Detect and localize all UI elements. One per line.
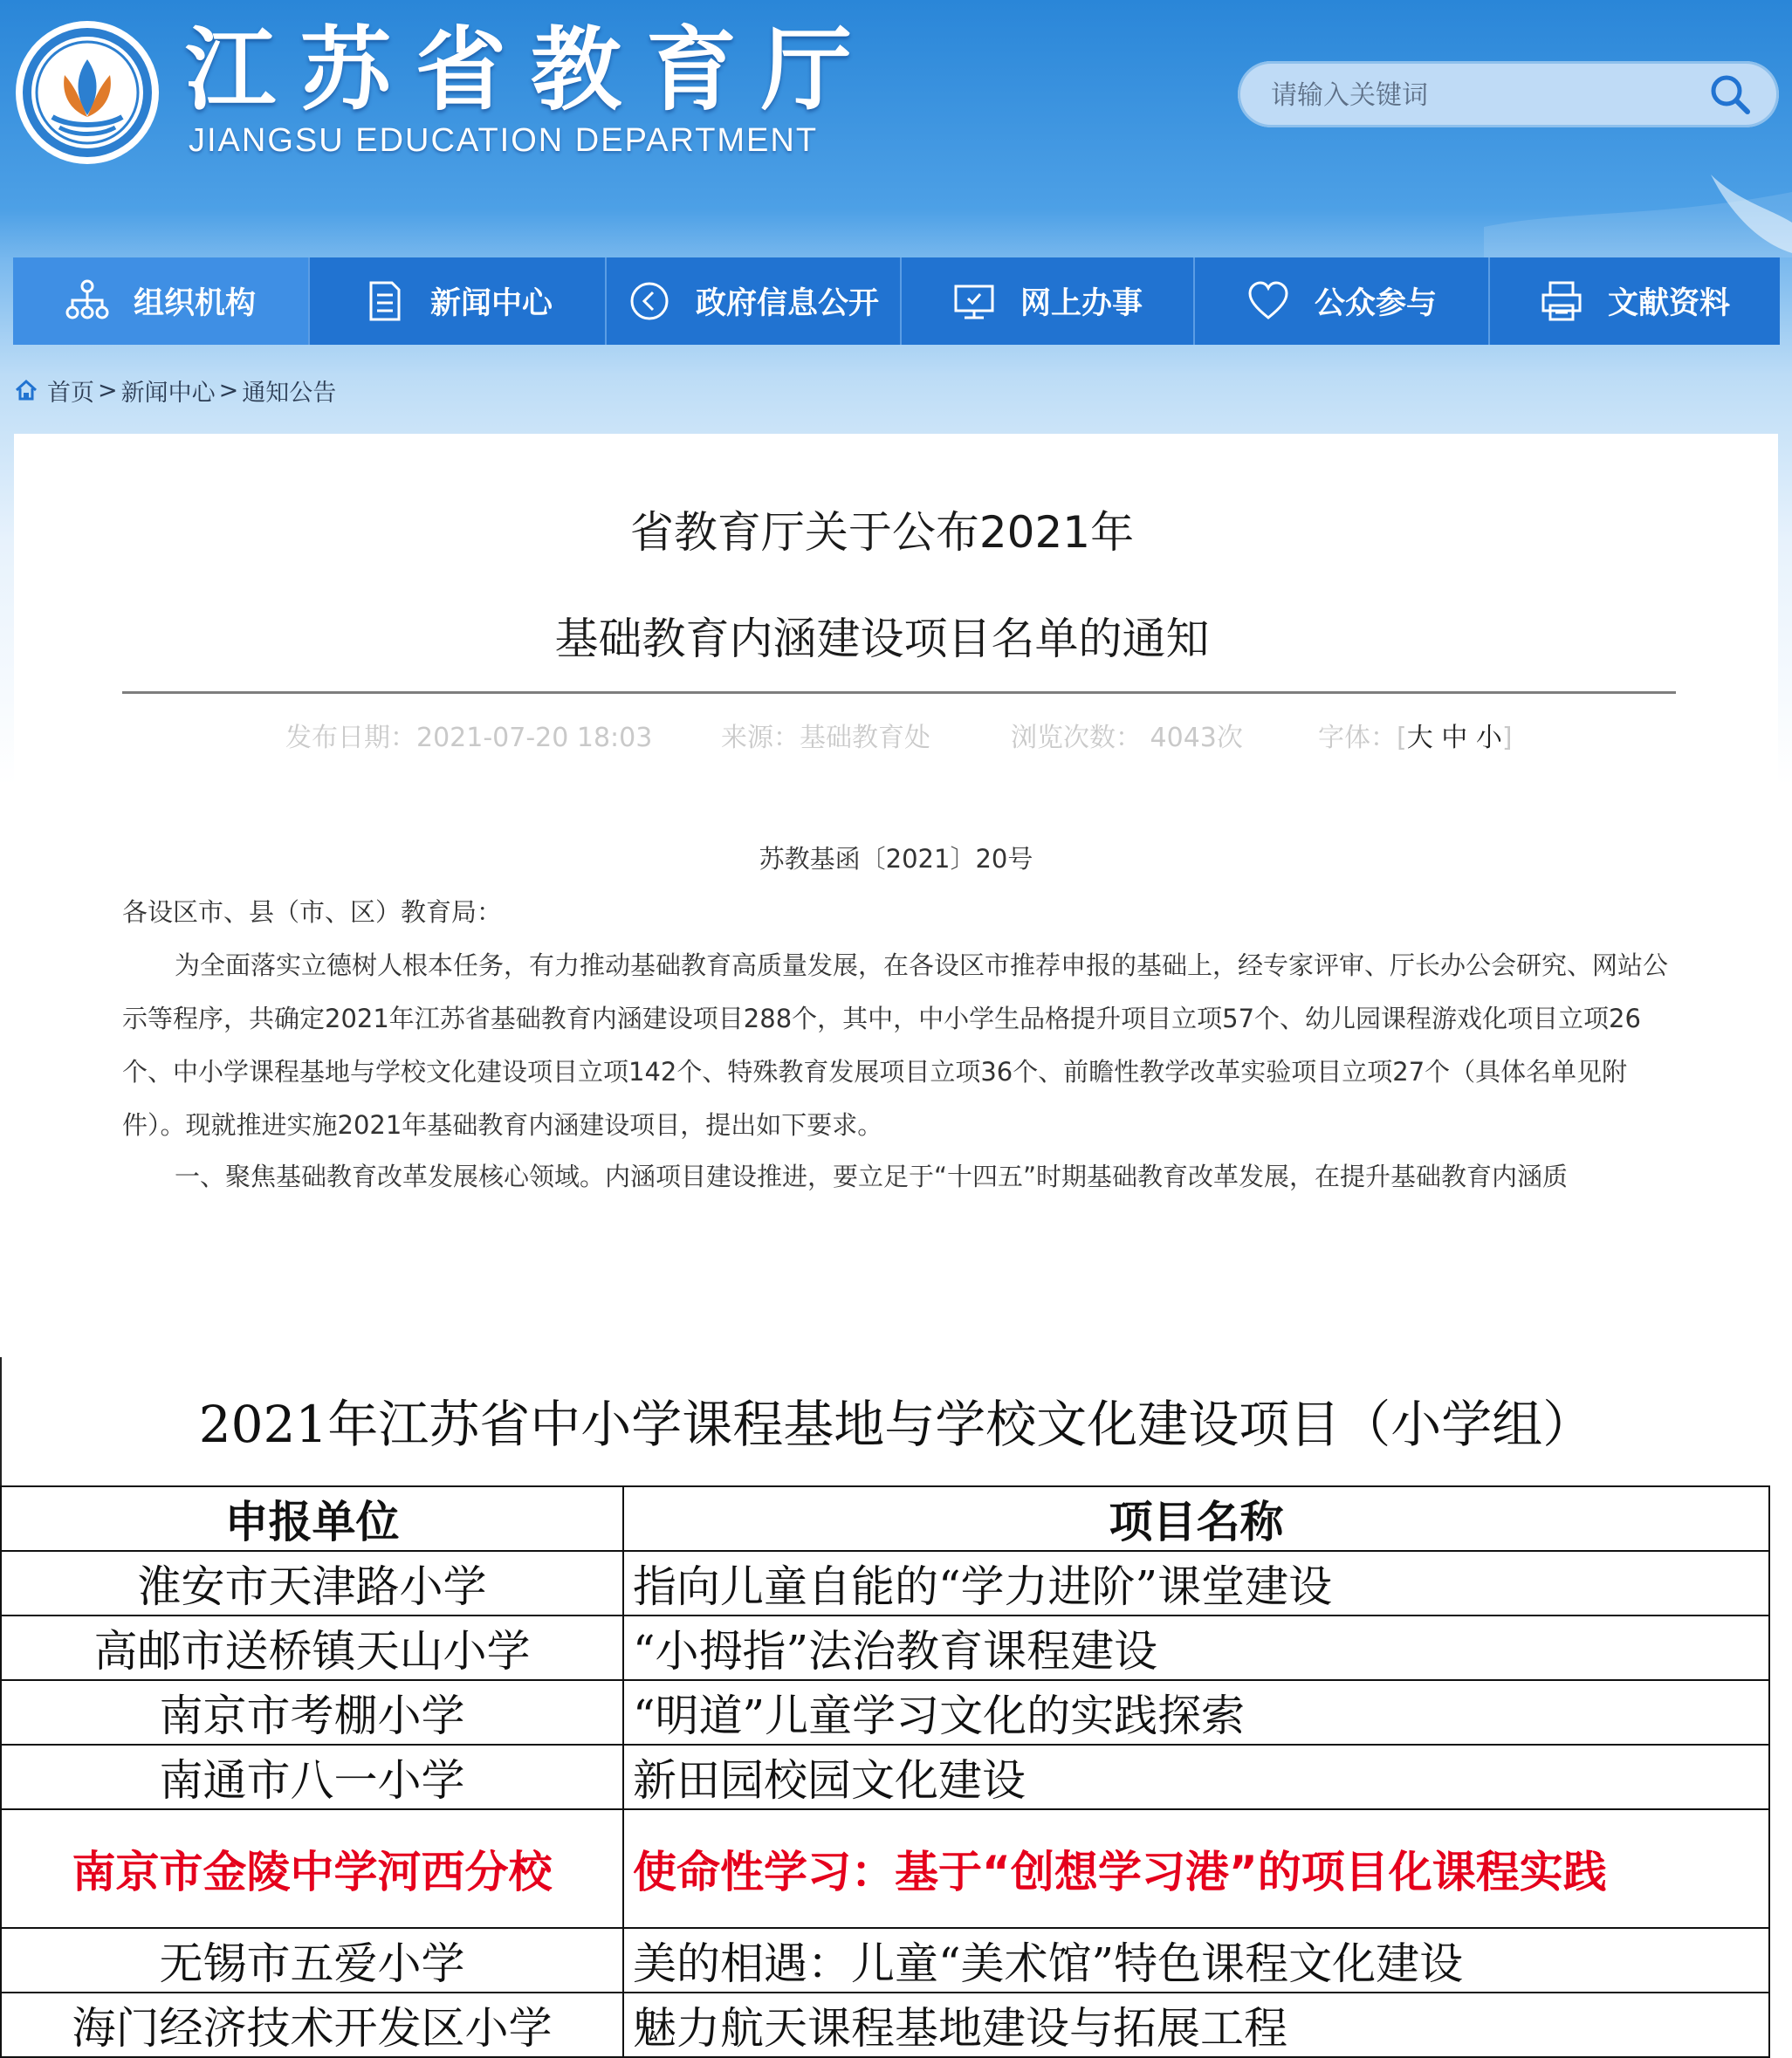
article-source: 来源：基础教育处 <box>721 723 930 753</box>
table-row <box>1 1745 1769 1809</box>
nav-item-organization[interactable] <box>13 257 310 345</box>
attachment-document <box>0 1357 1792 2054</box>
cell-unit: 高邮市送桥镇天山小学 <box>1 1616 623 1680</box>
font-bracket-open: [ <box>1397 723 1407 753</box>
cell-unit: 南通市八一小学 <box>1 1745 623 1809</box>
search-box <box>1238 61 1779 127</box>
paragraph-2: 一、聚焦基础教育改革发展核心领域。内涵项目建设推进，要立足于“十四五”时期基础教育改革发展，在提升基础教育内涵质 <box>175 1162 1569 1191</box>
nav-label: 文献资料 <box>1607 286 1730 321</box>
printer-icon <box>1540 279 1583 323</box>
paragraph-1: 为全面落实立德树人根本任务，有力推动基础教育高质量发展，在各设区市推荐申报的基础上，经专家评审、厅长办公会研究、网站公示等程序，共确定2021年江苏省基础教育内涵建设项目288个，其中，中小学生品格提升项目立项57个、幼儿园课程游戏化项目立项26个、中小学课程基地与学校文化建设项目立项142个、特殊教育发展项目立项36个、前瞻性教学改革实验项目立项27个（具体名单见附件）。现就推进实施2021年基础教育内涵建设项目，提出如下要求。 <box>122 950 1669 1140</box>
cell-project: 指向儿童自能的“学力进阶”课堂建设 <box>623 1551 1769 1616</box>
title-divider <box>122 691 1676 694</box>
font-size-small[interactable]: 小 <box>1475 723 1502 753</box>
cell-project: “明道”儿童学习文化的实践探索 <box>623 1680 1769 1745</box>
font-size-label: 字体： <box>1318 723 1397 753</box>
table-row <box>1 1680 1769 1745</box>
view-count: 浏览次数： 4043次 <box>1011 723 1243 753</box>
article-title-line2: 基础教育内涵建设项目名单的通知 <box>554 614 1210 664</box>
circle-arrow-icon <box>628 279 671 323</box>
nav-label: 政府信息公开 <box>695 286 879 321</box>
nav-item-literature[interactable] <box>1490 257 1780 345</box>
salutation: 各设区市、县（市、区）教育局： <box>122 897 503 927</box>
nav-item-gov-info[interactable] <box>607 257 902 345</box>
home-icon[interactable] <box>14 378 38 402</box>
cell-unit: 南京市金陵中学河西分校 <box>1 1809 623 1928</box>
breadcrumb-separator: > <box>218 376 239 404</box>
font-bracket-close: ] <box>1501 723 1513 753</box>
font-size-switcher <box>1318 721 1513 756</box>
table-row <box>1 1928 1769 1993</box>
project-table <box>0 1485 1770 2058</box>
font-size-large[interactable]: 大 <box>1406 723 1433 753</box>
org-chart-icon <box>65 279 109 323</box>
table-row <box>1 1551 1769 1616</box>
nav-label: 新闻中心 <box>429 286 553 321</box>
nav-label: 组织机构 <box>133 286 256 321</box>
document-icon <box>362 279 406 323</box>
cell-project: “小拇指”法治教育课程建设 <box>623 1616 1769 1680</box>
breadcrumb-news-center[interactable]: 新闻中心 <box>120 379 216 407</box>
cell-project: 使命性学习：基于“创想学习港”的项目化课程实践 <box>623 1809 1769 1928</box>
nav-item-online-service[interactable] <box>902 257 1195 345</box>
nav-item-public-participation[interactable] <box>1195 257 1490 345</box>
breadcrumb-separator: > <box>98 376 118 404</box>
cell-unit: 海门经济技术开发区小学 <box>1 1993 623 2057</box>
header-banner <box>0 0 1792 257</box>
cell-project: 新田园校园文化建设 <box>623 1745 1769 1809</box>
article-title-line1: 省教育厅关于公布2021年 <box>629 507 1135 558</box>
heart-icon <box>1246 279 1290 323</box>
breadcrumb-home[interactable]: 首页 <box>47 379 94 407</box>
cell-unit: 南京市考棚小学 <box>1 1680 623 1745</box>
monitor-icon <box>952 279 996 323</box>
nav-label: 网上办事 <box>1020 286 1143 321</box>
document-title: 2021年江苏省中小学课程基地与学校文化建设项目（小学组） <box>198 1395 1594 1454</box>
table-row-highlighted <box>1 1809 1769 1928</box>
breadcrumb-notices[interactable]: 通知公告 <box>242 379 337 407</box>
document-number: 苏教基函〔2021〕20号 <box>759 844 1033 874</box>
site-name-english: JIANGSU EDUCATION DEPARTMENT <box>189 122 819 159</box>
search-icon[interactable] <box>1706 70 1754 119</box>
table-row <box>1 1993 1769 2057</box>
breadcrumb <box>14 370 336 410</box>
department-logo-icon[interactable] <box>14 19 161 166</box>
font-size-medium[interactable]: 中 <box>1441 723 1468 753</box>
table-row <box>1 1616 1769 1680</box>
column-header-unit: 申报单位 <box>1 1486 623 1551</box>
table-header-row <box>1 1486 1769 1551</box>
main-navigation <box>13 257 1780 345</box>
nav-item-news[interactable] <box>310 257 607 345</box>
nav-label: 公众参与 <box>1314 286 1437 321</box>
site-name: 江苏省教育厅 <box>185 16 877 123</box>
column-header-project: 项目名称 <box>623 1486 1769 1551</box>
cell-unit: 无锡市五爱小学 <box>1 1928 623 1993</box>
cell-project: 美的相遇：儿童“美术馆”特色课程文化建设 <box>623 1928 1769 1993</box>
cell-project: 魅力航天课程基地建设与拓展工程 <box>623 1993 1769 2057</box>
search-input[interactable] <box>1269 73 1692 117</box>
publish-date: 发布日期：2021-07-20 18:03 <box>285 723 653 753</box>
cell-unit: 淮安市天津路小学 <box>1 1551 623 1616</box>
